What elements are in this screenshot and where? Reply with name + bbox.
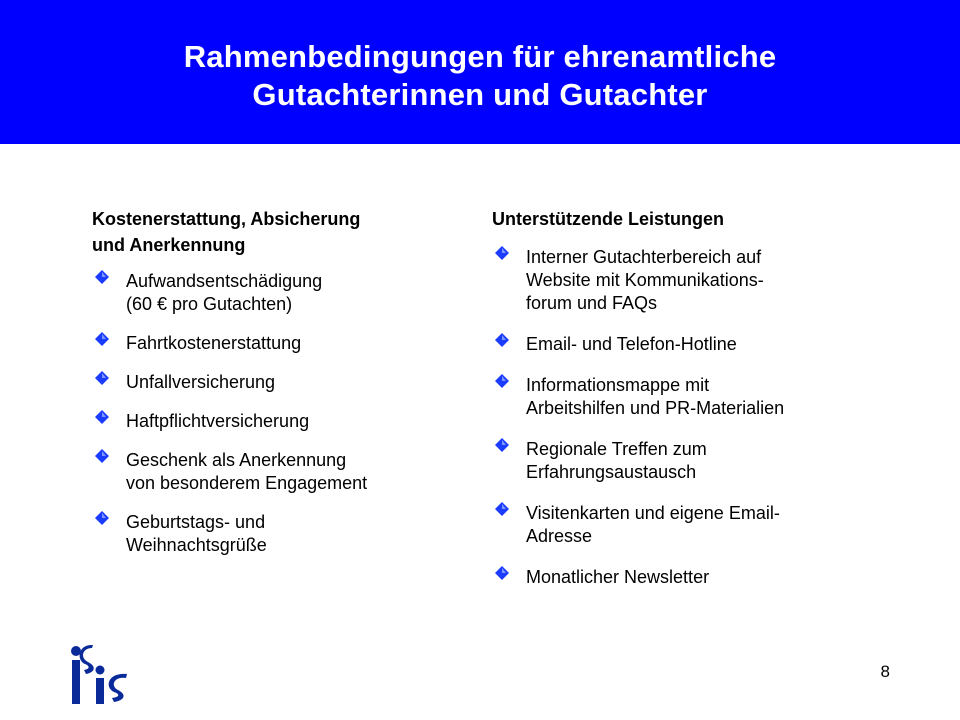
- diamond-bullet-icon: [495, 246, 509, 260]
- list-item-text: Informationsmappe mit Arbeitshilfen und PR-Materialien: [526, 375, 785, 418]
- diamond-bullet-icon: [95, 332, 109, 346]
- list-item-text: Haftpflichtversicherung: [126, 411, 310, 431]
- page-number: 8: [880, 662, 890, 681]
- left-list: [92, 270, 472, 557]
- list-item-text: Regionale Treffen zum Erfahrungsaustausch: [526, 439, 707, 482]
- list-item: [92, 410, 472, 433]
- list-item-text: Geschenk als Anerkennung von besonderem Engagement: [126, 450, 368, 493]
- left-column: [92, 206, 472, 573]
- list-item: [492, 333, 892, 356]
- list-item: [492, 438, 892, 484]
- list-item-text: Geburtstags- und Weihnachtsgrüße: [126, 512, 267, 555]
- list-item: [92, 449, 472, 495]
- left-heading: Kostenerstattung, Absicherung und Anerkennung: [92, 209, 361, 255]
- list-item-text: Fahrtkostenerstattung: [126, 333, 302, 353]
- right-column: [492, 206, 892, 607]
- slide-title: Rahmenbedingungen für ehrenamtliche Gutachterinnen und Gutachter: [183, 39, 777, 112]
- diamond-bullet-icon: [95, 371, 109, 385]
- list-item: [492, 246, 892, 315]
- diamond-bullet-icon: [95, 410, 109, 424]
- list-item: [492, 566, 892, 589]
- list-item-text: Interner Gutachterbereich auf Website mit Kommunikations- forum und FAQs: [526, 247, 764, 313]
- list-item: [492, 502, 892, 548]
- diamond-bullet-icon: [95, 449, 109, 463]
- right-list: [492, 246, 892, 589]
- list-item: [92, 270, 472, 316]
- diamond-bullet-icon: [495, 502, 509, 516]
- list-item-text: Monatlicher Newsletter: [526, 567, 710, 587]
- diamond-bullet-icon: [495, 333, 509, 347]
- diamond-bullet-icon: [495, 566, 509, 580]
- list-item-text: Email- und Telefon-Hotline: [526, 334, 737, 354]
- list-item-text: Unfallversicherung: [126, 372, 276, 392]
- title-bar: [0, 0, 960, 144]
- list-item: [92, 511, 472, 557]
- diamond-bullet-icon: [495, 374, 509, 388]
- right-heading: Unterstützende Leistungen: [492, 209, 725, 229]
- list-item: [492, 374, 892, 420]
- list-item: [92, 371, 472, 394]
- isis-logo-icon: [66, 644, 132, 708]
- list-item: [92, 332, 472, 355]
- diamond-bullet-icon: [95, 511, 109, 525]
- list-item-text: Aufwandsentschädigung (60 € pro Gutachten): [126, 271, 323, 314]
- diamond-bullet-icon: [95, 270, 109, 284]
- list-item-text: Visitenkarten und eigene Email- Adresse: [526, 503, 780, 546]
- diamond-bullet-icon: [495, 438, 509, 452]
